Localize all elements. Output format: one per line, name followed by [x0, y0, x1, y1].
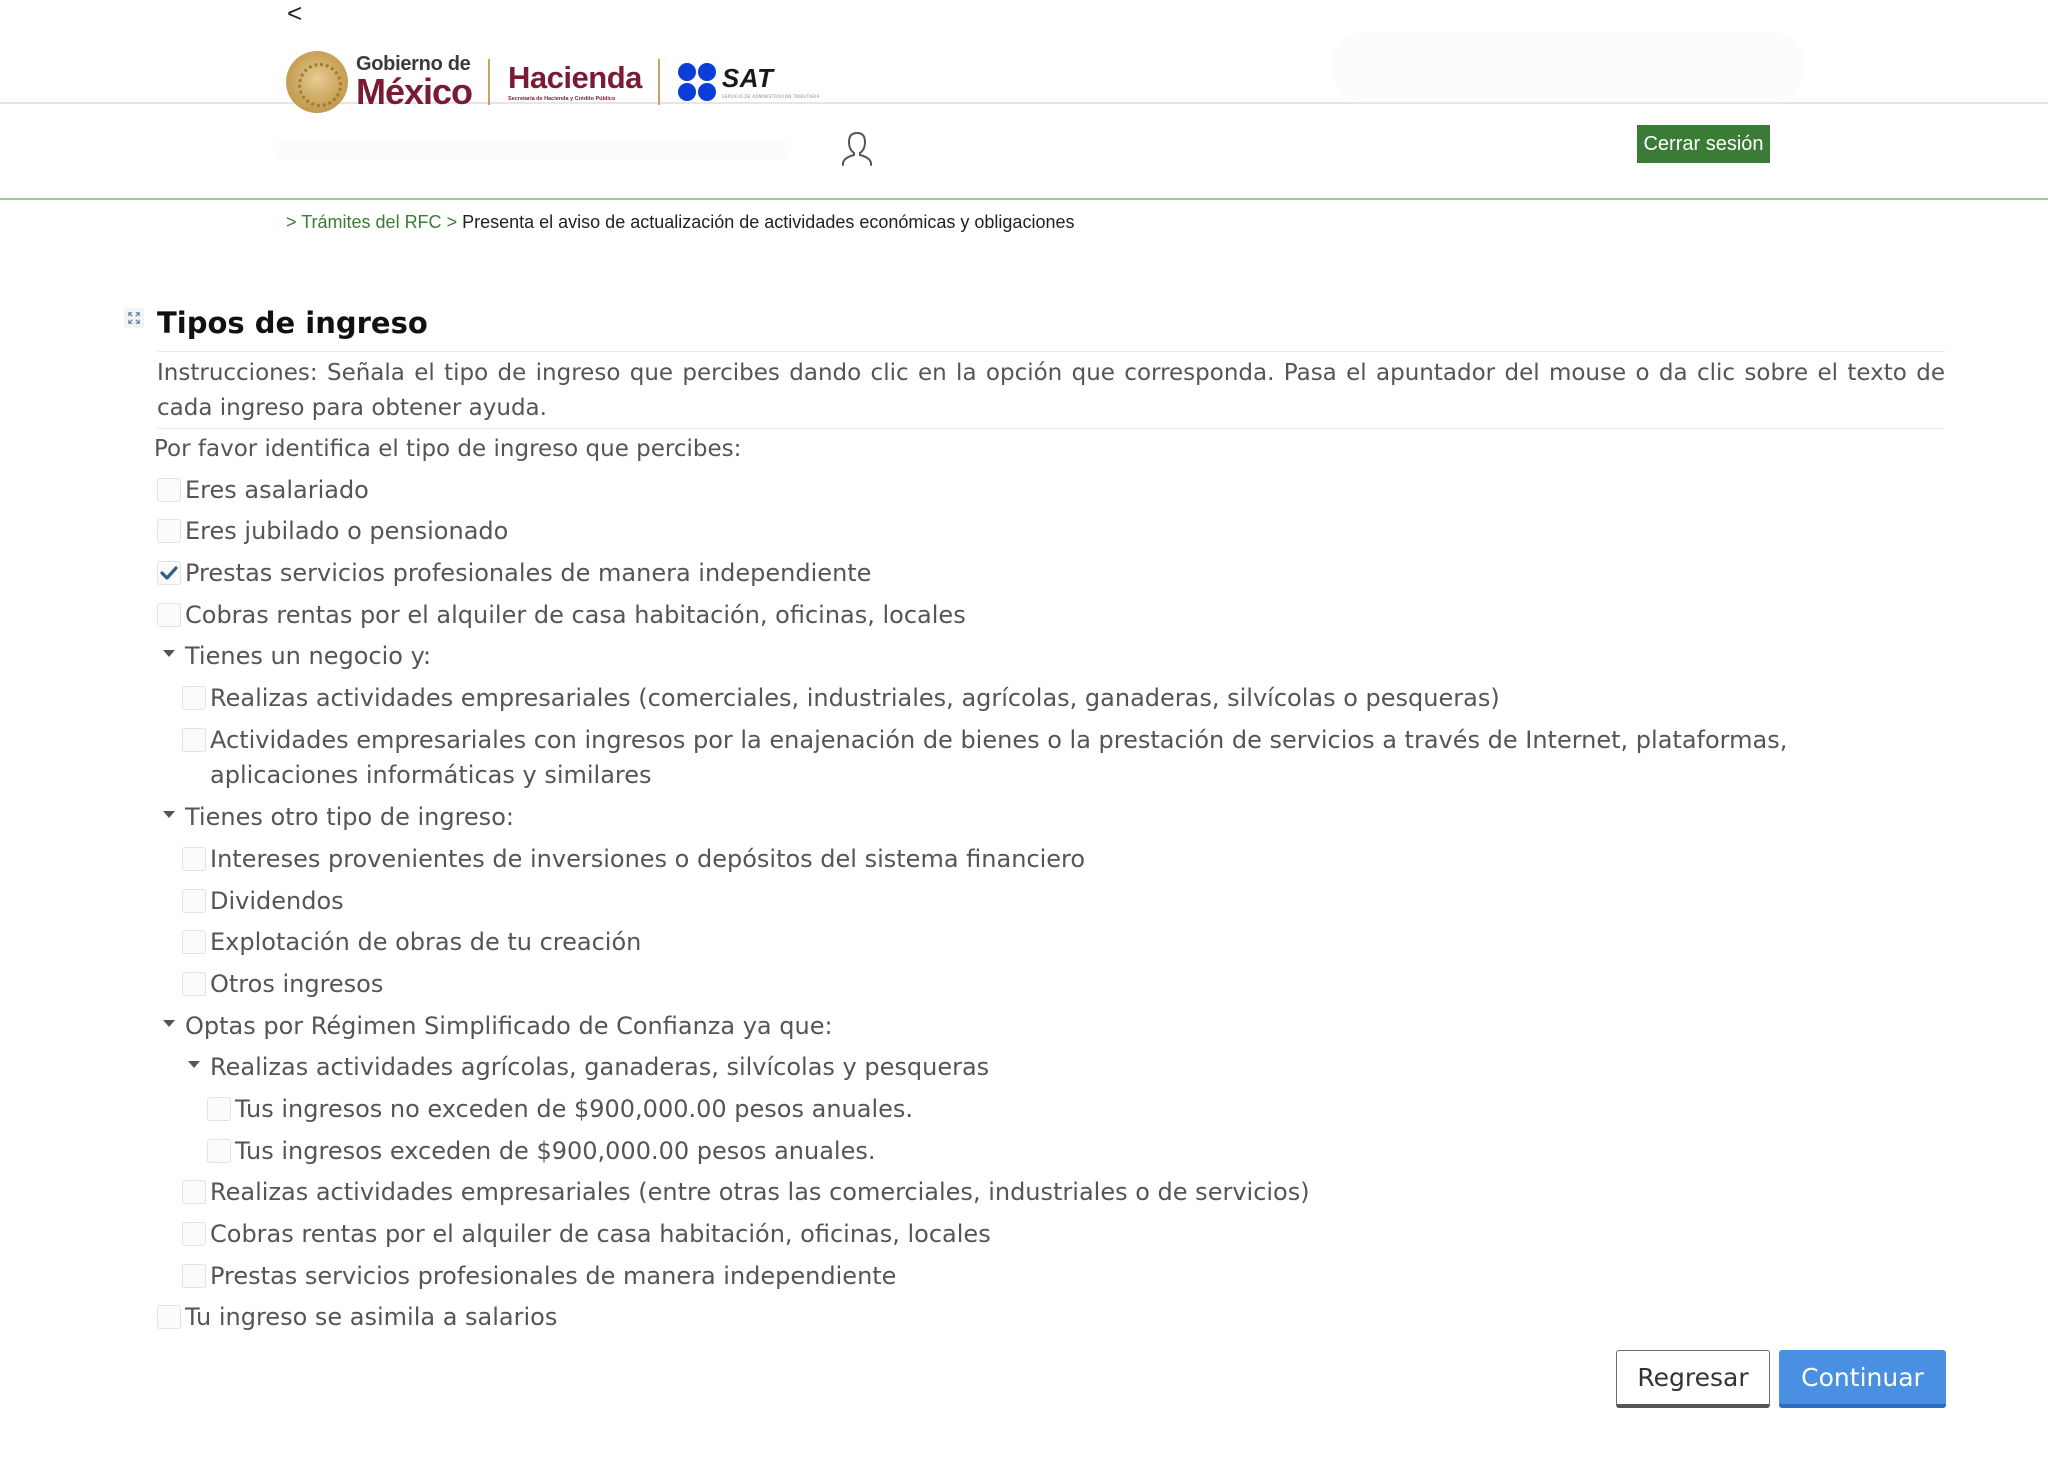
option-explotacion-obras[interactable] — [182, 925, 641, 959]
header-top — [0, 0, 2048, 112]
option-label: Eres asalariado — [185, 476, 369, 504]
checkbox-checked[interactable] — [157, 561, 181, 585]
checkbox[interactable] — [182, 972, 206, 996]
back-button[interactable]: Regresar — [1616, 1350, 1770, 1408]
group-label: Tienes un negocio y: — [185, 642, 432, 670]
expand-icon[interactable] — [124, 308, 144, 328]
checkbox[interactable] — [157, 603, 181, 627]
option-jubilado-pensionado[interactable] — [157, 514, 508, 548]
option-label: Dividendos — [210, 887, 344, 915]
breadcrumb-link-tramites-rfc[interactable]: Trámites del RFC — [301, 212, 442, 232]
checkbox[interactable] — [157, 519, 181, 543]
option-label: Realizas actividades empresariales (entre otras las comerciales, industriales o de servicios) — [210, 1178, 1310, 1206]
hacienda-logo-line2: Secretaría de Hacienda y Crédito Público — [508, 95, 616, 102]
logout-button[interactable]: Cerrar sesión — [1637, 125, 1770, 163]
option-actividades-empresariales[interactable] — [182, 681, 1500, 715]
caret-down-icon[interactable] — [157, 1026, 181, 1027]
breadcrumb-current: Presenta el aviso de actualización de actividades económicas y obligaciones — [462, 212, 1075, 232]
group-label: Realizas actividades agrícolas, ganaderas, silvícolas y pesqueras — [210, 1053, 990, 1081]
checkbox[interactable] — [182, 1264, 206, 1288]
option-resico-empresariales[interactable] — [182, 1175, 1310, 1209]
divider — [157, 428, 1945, 429]
option-label: Tus ingresos exceden de $900,000.00 pesos anuales. — [235, 1137, 876, 1165]
continue-button[interactable]: Continuar — [1779, 1350, 1946, 1408]
group-label: Optas por Régimen Simplificado de Confianza ya que: — [185, 1012, 833, 1040]
section-title: Tipos de ingreso — [157, 306, 428, 340]
breadcrumb-separator: > — [286, 212, 297, 232]
gobierno-logo-line2: México — [356, 71, 473, 112]
option-plataformas-digitales[interactable] — [182, 723, 1882, 793]
checkbox[interactable] — [157, 1305, 181, 1329]
sat-logo-line2: SERVICIO DE ADMINISTRACIÓN TRIBUTARIA — [721, 94, 820, 99]
option-servicios-profesionales[interactable] — [157, 556, 871, 590]
option-label: Explotación de obras de tu creación — [210, 928, 642, 956]
divider — [157, 351, 1945, 352]
option-resico-rentas[interactable] — [182, 1217, 991, 1251]
option-dividendos[interactable] — [182, 884, 344, 918]
group-tienes-negocio[interactable] — [157, 639, 431, 673]
sat-logo-line1: SAT — [721, 63, 774, 93]
blurred-user-info — [272, 138, 792, 160]
instructions-text: Instrucciones: Señala el tipo de ingreso que percibes dando clic en la opción que corresponda. Pasa el apuntador del mouse o da clic sobre el texto de cada ingreso para obtener ayuda. — [157, 360, 1945, 421]
option-rentas-alquiler[interactable] — [157, 598, 966, 632]
sat-logo — [678, 63, 820, 101]
checkbox[interactable] — [182, 728, 206, 752]
group-otro-tipo-ingreso[interactable] — [157, 800, 514, 834]
option-label: Actividades empresariales con ingresos por la enajenación de bienes o la prestación de servicios a través de Internet, plataformas, aplicaciones informáticas y similares — [210, 726, 1788, 789]
caret-down-icon[interactable] — [182, 1067, 206, 1068]
hacienda-logo — [508, 59, 642, 103]
option-no-exceden-900k[interactable] — [207, 1092, 913, 1126]
back-link[interactable]: < — [287, 0, 303, 28]
breadcrumb-separator: > — [446, 212, 458, 232]
hacienda-logo-line1: Hacienda — [508, 59, 642, 95]
option-label: Tus ingresos no exceden de $900,000.00 pesos anuales. — [235, 1095, 914, 1123]
logo-divider — [658, 59, 660, 105]
checkbox[interactable] — [182, 1222, 206, 1246]
logo-divider — [488, 59, 490, 105]
sat-dots-icon — [678, 63, 716, 101]
option-label: Otros ingresos — [210, 970, 384, 998]
option-eres-asalariado[interactable] — [157, 473, 369, 507]
checkbox[interactable] — [157, 478, 181, 502]
option-label: Prestas servicios profesionales de manera independiente — [185, 559, 872, 587]
group-resico-agricolas[interactable] — [182, 1050, 989, 1084]
header-user-bar — [0, 104, 2048, 200]
option-intereses[interactable] — [182, 842, 1085, 876]
caret-down-icon[interactable] — [157, 656, 181, 657]
prompt-text: Por favor identifica el tipo de ingreso que percibes: — [154, 436, 742, 462]
gobierno-logo-line1: Gobierno de — [356, 53, 471, 75]
group-resico[interactable] — [157, 1009, 833, 1043]
group-label: Tienes otro tipo de ingreso: — [185, 803, 514, 831]
checkbox[interactable] — [182, 1180, 206, 1204]
checkbox[interactable] — [182, 889, 206, 913]
gobierno-logo — [356, 54, 472, 110]
checkbox[interactable] — [182, 686, 206, 710]
blurred-search-area — [1330, 32, 1806, 102]
option-asimilados-salarios[interactable] — [157, 1300, 557, 1334]
option-label: Cobras rentas por el alquiler de casa habitación, oficinas, locales — [210, 1220, 991, 1248]
option-label: Realizas actividades empresariales (comerciales, industriales, agrícolas, ganaderas, silvícolas o pesqueras) — [210, 684, 1500, 712]
option-label: Eres jubilado o pensionado — [185, 517, 509, 545]
caret-down-icon[interactable] — [157, 817, 181, 818]
checkbox[interactable] — [182, 930, 206, 954]
checkbox[interactable] — [182, 847, 206, 871]
option-exceden-900k[interactable] — [207, 1134, 876, 1168]
option-otros-ingresos[interactable] — [182, 967, 383, 1001]
option-label: Tu ingreso se asimila a salarios — [185, 1303, 558, 1331]
option-resico-servicios-profesionales[interactable] — [182, 1259, 896, 1293]
breadcrumb — [286, 212, 1074, 233]
option-label: Cobras rentas por el alquiler de casa habitación, oficinas, locales — [185, 601, 966, 629]
user-icon[interactable] — [840, 130, 874, 166]
checkmark-icon — [160, 566, 178, 580]
checkbox[interactable] — [207, 1139, 231, 1163]
checkbox[interactable] — [207, 1097, 231, 1121]
option-label: Intereses provenientes de inversiones o depósitos del sistema financiero — [210, 845, 1086, 873]
option-label: Prestas servicios profesionales de manera independiente — [210, 1262, 897, 1290]
